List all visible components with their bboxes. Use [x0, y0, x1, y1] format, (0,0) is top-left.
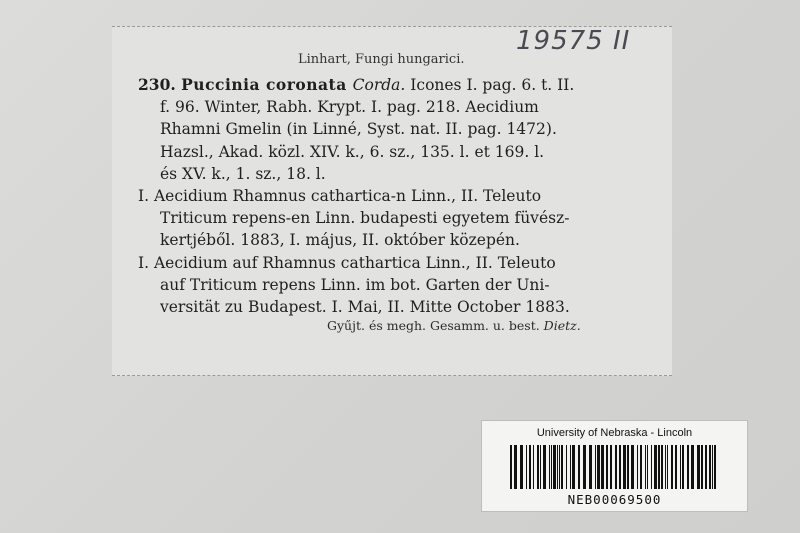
barcode-bar	[526, 445, 527, 489]
barcode-bar	[566, 445, 567, 489]
handwritten-accession-number: 19575 II	[516, 26, 631, 56]
barcode-bar	[682, 445, 684, 489]
barcode-image	[510, 445, 720, 489]
barcode-bar	[540, 445, 541, 489]
barcode-bar	[601, 445, 604, 489]
barcode-bar	[514, 445, 517, 489]
barcode-bar	[610, 445, 612, 489]
barcode-bar	[691, 445, 694, 489]
label-line	[138, 163, 646, 185]
barcode-bar	[572, 445, 575, 489]
label-line-segment: Puccinia coronata	[181, 75, 353, 94]
barcode-bar	[697, 445, 700, 489]
barcode-bar	[709, 445, 711, 489]
barcode-bar	[615, 445, 617, 489]
label-line	[138, 207, 646, 229]
barcode-bar	[549, 445, 550, 489]
collector-line	[327, 318, 581, 333]
label-line-segment: Icones I. pag. 6. t. II.	[405, 76, 575, 94]
collector-text: Gyűjt. és megh. Gesamm. u. best.	[327, 318, 544, 333]
barcode-bar	[623, 445, 626, 489]
barcode-bar	[606, 445, 608, 489]
barcode-bar	[712, 445, 713, 489]
collector-name: Dietz.	[543, 318, 581, 333]
barcode-bar	[645, 445, 646, 489]
barcode-bar	[553, 445, 556, 489]
label-line-segment: 230.	[138, 75, 182, 94]
label-line-segment: Rhamni Gmelin (in Linné, Syst. nat. II. pag. 1472).	[160, 120, 557, 139]
barcode-bar	[570, 445, 571, 489]
barcode-bar	[667, 445, 668, 489]
barcode-bar	[561, 445, 563, 489]
label-line-segment: auf Triticum repens Linn. im bot. Garten der Uni-	[160, 275, 550, 294]
barcode-bar	[687, 445, 689, 489]
label-line	[138, 185, 646, 207]
label-line	[138, 252, 646, 274]
barcode-bar	[680, 445, 681, 489]
barcode-bar	[640, 445, 642, 489]
label-line-segment: I. Aecidium auf Rhamnus cathartica Linn., II. Teleuto	[138, 253, 556, 272]
label-line-segment: Triticum repens-en Linn. budapesti egyetem füvész-	[160, 209, 570, 228]
barcode-bar	[533, 445, 534, 489]
label-line-segment: Hazsl., Akad. közl. XIV. k., 6. sz., 135. l. et 169. l.	[160, 142, 545, 161]
barcode-bar	[537, 445, 539, 489]
barcode-bar	[578, 445, 580, 489]
label-line	[138, 118, 646, 140]
barcode-bar	[675, 445, 677, 489]
label-line-segment: és XV. k., 1. sz., 18. l.	[160, 164, 326, 183]
barcode-bar	[551, 445, 552, 489]
label-line	[138, 296, 646, 318]
barcode-bar	[619, 445, 621, 489]
barcode-bar	[557, 445, 558, 489]
barcode-bar	[647, 445, 648, 489]
barcode-bar	[597, 445, 600, 489]
barcode-bar	[651, 445, 652, 489]
barcode-label	[481, 420, 748, 512]
label-line-segment: I. Aecidium Rhamnus cathartica-n Linn., II. Teleuto	[138, 186, 542, 205]
barcode-number: NEB00069500	[567, 492, 662, 507]
barcode-bar	[658, 445, 660, 489]
barcode-bar	[543, 445, 546, 489]
barcode-bar	[510, 445, 512, 489]
barcode-bar	[701, 445, 703, 489]
barcode-bar	[583, 445, 586, 489]
label-line-segment: f. 96. Winter, Rabh. Krypt. I. pag. 218. Aecidium	[160, 98, 539, 117]
barcode-bar	[705, 445, 707, 489]
barcode-bar	[671, 445, 673, 489]
barcode-bar	[654, 445, 657, 489]
barcode-bar	[631, 445, 634, 489]
label-line	[138, 96, 646, 118]
label-line	[138, 274, 646, 296]
label-text-block	[138, 74, 646, 318]
barcode-bar	[595, 445, 596, 489]
barcode-bar	[714, 445, 716, 489]
barcode-bar	[520, 445, 523, 489]
barcode-bar	[627, 445, 629, 489]
institution-name: University of Nebraska - Lincoln	[536, 427, 693, 439]
barcode-bar	[529, 445, 531, 489]
label-line-segment: versität zu Budapest. I. Mai, II. Mitte October 1883.	[160, 297, 570, 316]
label-line-segment: Corda.	[352, 76, 406, 94]
label-line	[138, 229, 646, 251]
exsiccata-series-title: Linhart, Fungi hungarici.	[298, 52, 465, 67]
barcode-bar	[589, 445, 592, 489]
label-line	[138, 141, 646, 163]
barcode-bar	[637, 445, 638, 489]
barcode-bar	[665, 445, 666, 489]
barcode-bar	[559, 445, 560, 489]
label-line	[138, 74, 646, 96]
barcode-bar	[661, 445, 663, 489]
label-line-segment: kertjéből. 1883, I. május, II. október közepén.	[160, 231, 520, 250]
